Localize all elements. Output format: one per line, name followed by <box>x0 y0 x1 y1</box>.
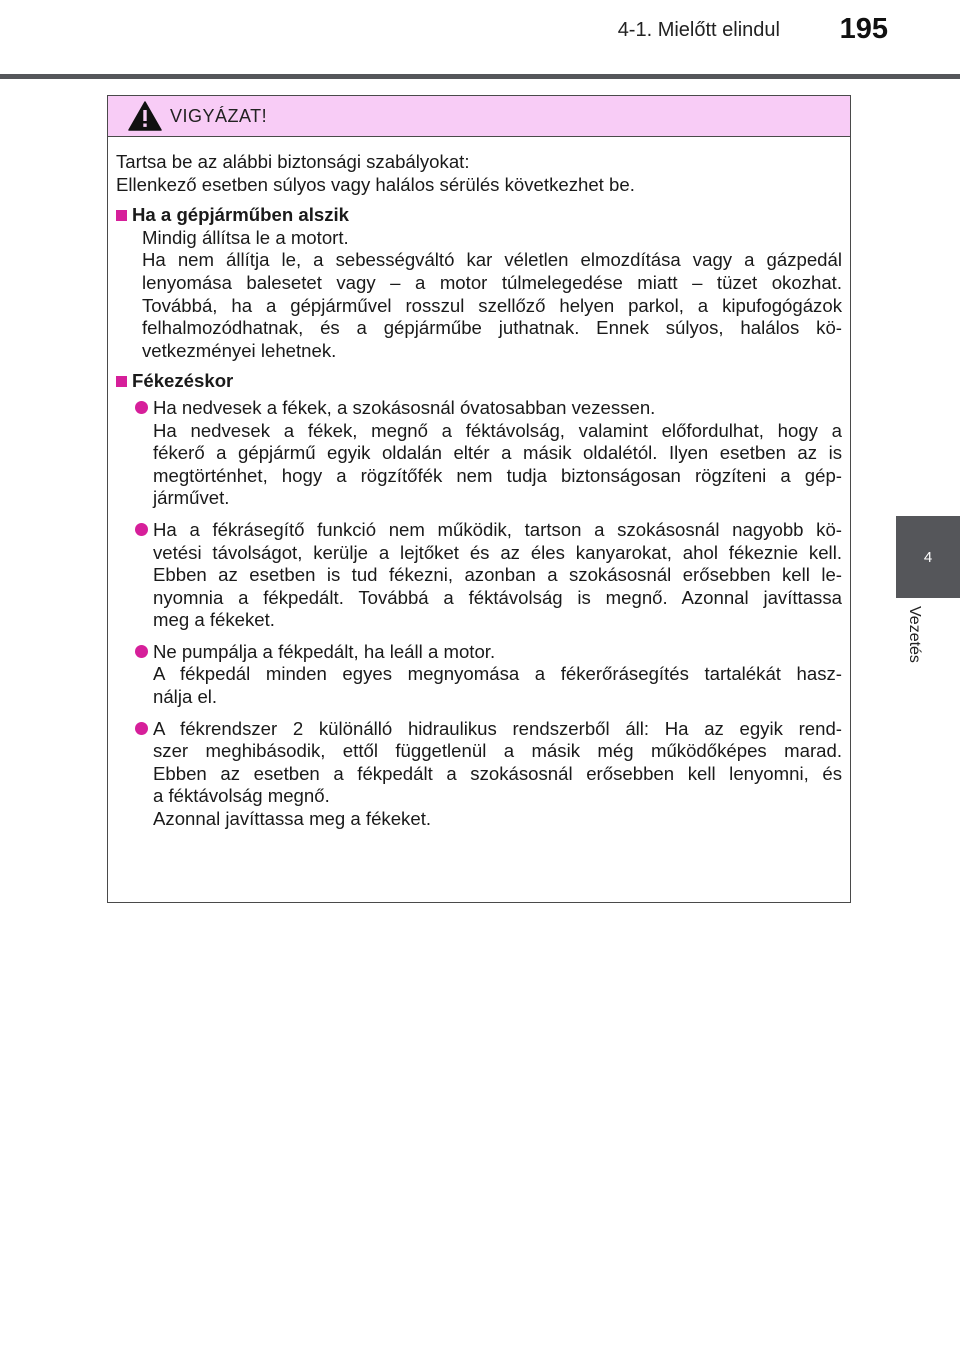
section-heading <box>116 370 842 393</box>
section-heading-text: Ha a gépjárműben alszik <box>132 204 350 226</box>
warning-intro <box>116 151 842 196</box>
text-line: a féktávolság megnő. <box>153 785 330 807</box>
square-bullet-icon <box>116 376 127 387</box>
warning-triangle-icon <box>128 101 162 131</box>
text-line: Továbbá, ha a gépjárművel rosszul szellőző helyen parkol, a kipufogógázok <box>142 294 842 316</box>
section-text <box>116 227 842 363</box>
chapter-number: 4 <box>923 548 933 566</box>
text-line: nálja el. <box>153 686 218 708</box>
bullet-item <box>116 397 842 510</box>
bullet-text <box>153 641 842 709</box>
bullet-item <box>116 641 842 709</box>
text-line: Ha a fékrásegítő funkció nem működik, tartson a szokásosnál nagyobb kö- <box>153 518 842 540</box>
bullet-item <box>116 519 842 632</box>
text-line: Ha nedvesek a fékek, megnő a féktávolság, valamint előfordulhat, hogy a <box>153 419 842 441</box>
text-line: megtörténhet, hogy a rögzítőfék nem tudja biztonságosan rögzíteni a gép- <box>153 464 842 486</box>
text-line: lenyomása balesetet vagy – a motor túlmelegedése miatt – tüzet okozhat. <box>142 271 842 293</box>
section-title: 4-1. Mielőtt elindul <box>617 19 780 41</box>
warning-box <box>107 95 851 903</box>
text-line: A fékpedál minden egyes megnyomása a fékerőrásegítés tartalékát hasz- <box>153 663 842 685</box>
text-line: meg a fékeket. <box>153 609 275 631</box>
section-braking <box>116 370 842 830</box>
page-number: 195 <box>839 13 888 45</box>
round-bullet-icon <box>135 645 148 658</box>
bullet-text <box>153 519 842 632</box>
chapter-tab <box>896 516 960 598</box>
warning-title: VIGYÁZAT! <box>170 105 268 126</box>
text-line: szer meghibásodik, ettől függetlenül a másik még működőképes marad. <box>153 740 842 762</box>
square-bullet-icon <box>116 210 127 221</box>
text-line: felhalmozódhatnak, és a gépjárműbe juthatnak. Ennek súlyos, halálos kö- <box>142 317 842 339</box>
bullet-text <box>153 397 842 510</box>
text-line: vetkezményei lehetnek. <box>142 339 337 361</box>
text-line: vetési távolságot, kerülje a lejtőket és az éles kanyarokat, ahol fékeznie kell. <box>153 541 842 563</box>
warning-body <box>108 137 850 831</box>
text-line: Azonnal javíttassa meg a fékeket. <box>153 808 432 830</box>
text-line: nyomnia a fékpedált. Továbbá a féktávolság is megnő. Azonnal javíttassa <box>153 586 842 608</box>
bullet-text <box>153 718 842 831</box>
text-line: Ebben az esetben is tud fékezni, azonban a szokásosnál erősebben kell le- <box>153 564 842 586</box>
chapter-label: Vezetés <box>906 606 923 663</box>
text-line: Ebben az esetben a fékpedált a szokásosnál erősebben kell lenyomni, és <box>153 762 842 784</box>
text-line: Ha nedvesek a fékek, a szokásosnál óvatosabban vezessen. <box>153 396 656 418</box>
warning-header <box>108 96 850 137</box>
round-bullet-icon <box>135 722 148 735</box>
text-line: fékerő a gépjármű egyik oldalán eltér a másik oldalétól. Ilyen esetben az is <box>153 442 842 464</box>
page-header <box>0 0 960 80</box>
intro-line: Ellenkező esetben súlyos vagy halálos sérülés következhet be. <box>116 173 635 195</box>
section-sleeping <box>116 204 842 362</box>
round-bullet-icon <box>135 401 148 414</box>
header-rule <box>0 74 960 79</box>
text-line: Ne pumpálja a fékpedált, ha leáll a motor. <box>153 640 496 662</box>
text-line: A fékrendszer 2 különálló hidraulikus rendszerből áll: Ha az egyik rend- <box>153 717 842 739</box>
bullet-item <box>116 718 842 831</box>
section-heading <box>116 204 842 227</box>
text-line: járművet. <box>153 487 230 509</box>
text-line: Ha nem állítja le, a sebességváltó kar véletlen elmozdítása vagy a gázpedál <box>142 249 842 271</box>
intro-line: Tartsa be az alábbi biztonsági szabályokat: <box>116 151 470 172</box>
section-heading-text: Fékezéskor <box>132 370 234 392</box>
round-bullet-icon <box>135 523 148 536</box>
text-line: Mindig állítsa le a motort. <box>142 226 349 248</box>
